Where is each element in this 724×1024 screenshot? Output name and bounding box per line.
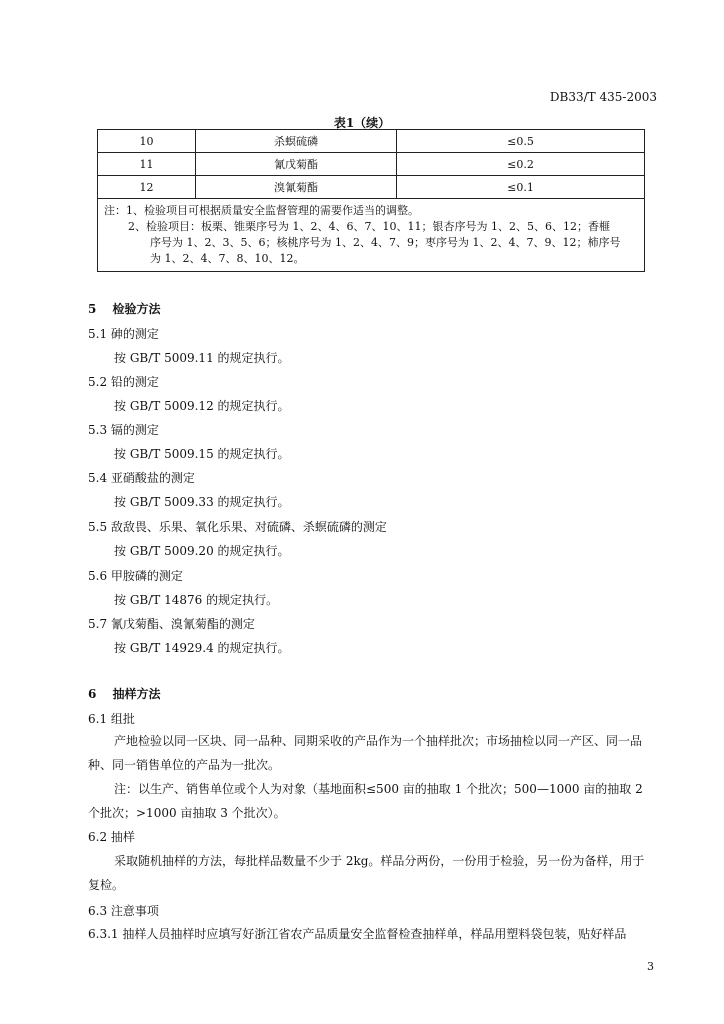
clause-heading: 5.2 铅的测定 <box>88 375 159 389</box>
table-note-row <box>98 199 645 272</box>
paragraph: 采取随机抽样的方法，每批样品数量不少于 2kg。样品分两份，一份用于检验，另一份为备样，用于复检。 <box>88 854 645 892</box>
item-name: 杀螟硫磷 <box>196 130 397 153</box>
row-number: 11 <box>98 153 196 176</box>
note-line: 2、检验项目：板栗、锥栗序号为 1、2、4、6、7、10、11；银杏序号为 1、2、5、6、12；香榧 <box>128 220 610 233</box>
section-5-heading: 5 检验方法 <box>88 302 161 316</box>
clause-heading: 5.7 氰戊菊酯、溴氰菊酯的测定 <box>88 617 255 631</box>
clause-text: 按 GB/T 5009.15 的规定执行。 <box>114 447 290 461</box>
note-line: 为 1、2、4、7、8、10、12。 <box>150 252 305 265</box>
clause-heading: 5.4 亚硝酸盐的测定 <box>88 471 195 485</box>
note-line: 注：1、检验项目可根据质量安全监督管理的需要作适当的调整。 <box>104 204 419 217</box>
paragraph: 产地检验以同一区块、同一品种、同期采收的产品作为一个抽样批次；市场抽检以同一产区、同一品种、同一销售单位的产品为一批次。 <box>88 734 643 772</box>
clause-heading: 5.1 砷的测定 <box>88 327 159 341</box>
table-note <box>98 199 645 272</box>
clause-heading: 5.3 镉的测定 <box>88 423 159 437</box>
clause-text: 按 GB/T 5009.11 的规定执行。 <box>114 351 290 365</box>
paragraph-note: 注：以生产、销售单位或个人为对象（基地面积≤500 亩的抽取 1 个批次；500—1000 亩的抽取 2 个批次；>1000 亩抽取 3 个批次）。 <box>88 782 643 820</box>
clause-heading: 6.1 组批 <box>88 712 135 726</box>
clause-heading: 5.5 敌敌畏、乐果、氧化乐果、对硫磷、杀螟硫磷的测定 <box>88 520 387 534</box>
note-line: 序号为 1、2、3、5、6；核桃序号为 1、2、4、7、9；枣序号为 1、2、4、7、9、12；柿序号 <box>150 236 621 249</box>
clause-text: 按 GB/T 14929.4 的规定执行。 <box>114 641 290 655</box>
page-number: 3 <box>647 960 654 973</box>
paragraph: 6.3.1 抽样人员抽样时应填写好浙江省农产品质量安全监督检查抽样单，样品用塑料袋包装，贴好样品 <box>88 927 627 941</box>
clause-heading: 6.3 注意事项 <box>88 904 159 918</box>
table-row <box>98 176 645 199</box>
item-name: 溴氰菊酯 <box>196 176 397 199</box>
clause-heading: 6.2 抽样 <box>88 830 135 844</box>
row-number: 12 <box>98 176 196 199</box>
item-name: 氰戊菊酯 <box>196 153 397 176</box>
row-number: 10 <box>98 130 196 153</box>
limit-value: ≤0.2 <box>397 153 645 176</box>
residue-limit-table <box>97 129 645 272</box>
limit-value: ≤0.5 <box>397 130 645 153</box>
clause-text: 按 GB/T 14876 的规定执行。 <box>114 593 279 607</box>
limit-value: ≤0.1 <box>397 176 645 199</box>
clause-text: 按 GB/T 5009.20 的规定执行。 <box>114 544 290 558</box>
clause-heading: 5.6 甲胺磷的测定 <box>88 569 183 583</box>
table-caption: 表1（续） <box>333 116 391 130</box>
standard-number: DB33/T 435-2003 <box>549 90 657 104</box>
table-row <box>98 130 645 153</box>
clause-text: 按 GB/T 5009.12 的规定执行。 <box>114 399 290 413</box>
section-6-heading: 6 抽样方法 <box>88 687 161 701</box>
table-row <box>98 153 645 176</box>
clause-text: 按 GB/T 5009.33 的规定执行。 <box>114 495 290 509</box>
